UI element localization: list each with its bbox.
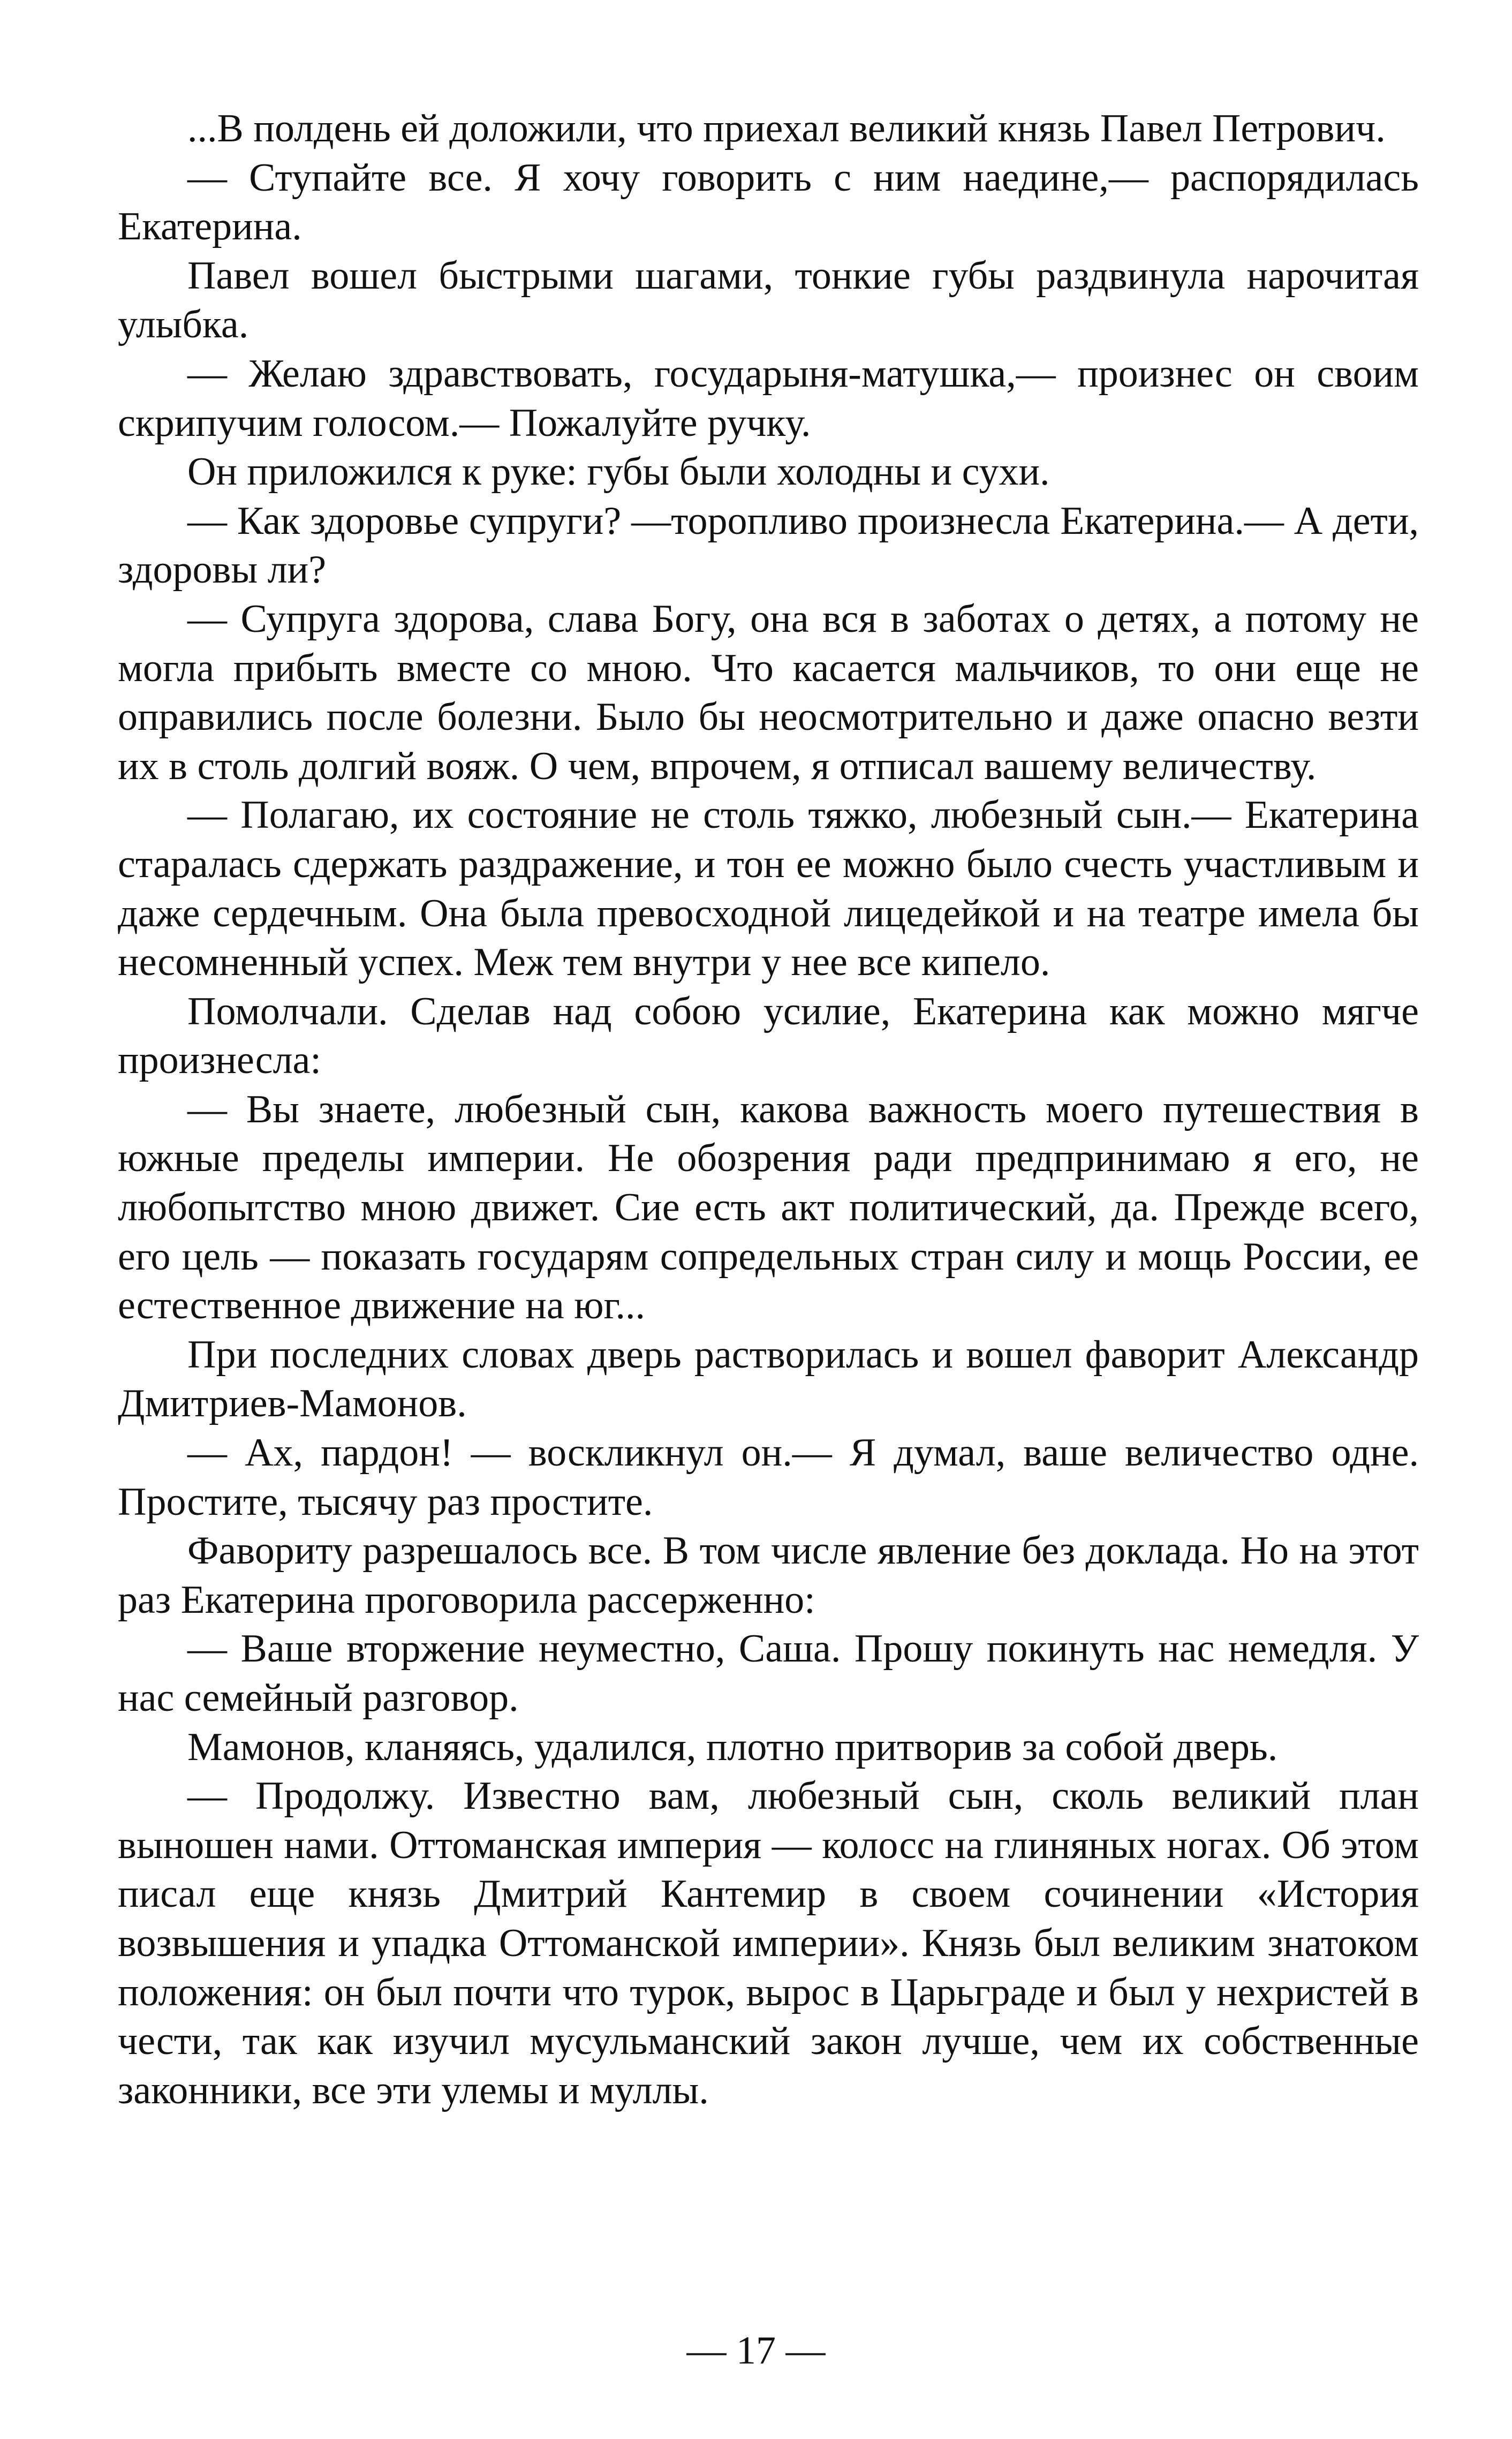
paragraph: — Ах, пардон! — воскликнул он.— Я думал, ваше величество одне. Простите, тысячу раз простите. [118,1431,1419,1524]
paragraph: — Желаю здравствовать, государыня-матушка,— произнес он своим скрипучим голосом.— Пожалуйте ручку. [118,351,1419,445]
page-text [118,104,1419,2115]
paragraph: ...В полдень ей доложили, что приехал великий князь Павел Петрович. [187,107,1386,150]
paragraph: При последних словах дверь растворилась и вошел фаворит Александр Дмитриев-Мамонов. [118,1332,1419,1426]
paragraph: — Продолжу. Известно вам, любезный сын, сколь великий план выношен нами. Оттоманская империя — колосс на глиняных ногах. Об этом писал еще князь Дмитрий Кантемир в своем сочинении «История возвышения и упадка Оттоманской империи». Князь был великим знатоком положения: он был почти что турок, вырос в Царьграде и был у нехристей в чести, так как изучил мусульманский закон лучше, чем их собственные законники, все эти улемы и муллы. [118,1774,1419,2112]
paragraph: — Полагаю, их состояние не столь тяжко, любезный сын.— Екатерина старалась сдержать раздражение, и тон ее можно было счесть участливым и даже сердечным. Она была превосходной лицедейкой и на театре имела бы несомненный успех. Меж тем внутри у нее все кипело. [118,793,1419,985]
paragraph: — Как здоровье супруги? —торопливо произнесла Екатерина.— А дети, здоровы ли? [118,499,1419,592]
page-number: — 17 — [686,2329,826,2373]
paragraph: Он приложился к руке: губы были холодны и сухи. [187,450,1050,494]
paragraph: Помолчали. Сделав над собою усилие, Екатерина как можно мягче произнесла: [118,989,1419,1083]
paragraph: — Ступайте все. Я хочу говорить с ним наедине,— распорядилась Екатерина. [118,155,1419,249]
paragraph: — Вы знаете, любезный сын, какова важность моего путешествия в южные пределы империи. Не обозрения ради предпринимаю я его, не любопытство мною движет. Сие есть акт политический, да. Прежде всего, его цель — показать государям сопредельных стран силу и мощь России, ее естественное движение на юг... [118,1087,1419,1328]
paragraph: Мамонов, кланяясь, удалился, плотно притворив за собой дверь. [187,1725,1278,1769]
paragraph: Павел вошел быстрыми шагами, тонкие губы раздвинула нарочитая улыбка. [118,253,1419,347]
paragraph: — Ваше вторжение неуместно, Саша. Прошу покинуть нас немедля. У нас семейный разговор. [118,1627,1419,1720]
paragraph: Фавориту разрешалось все. В том числе явление без доклада. Но на этот раз Екатерина проговорила рассерженно: [118,1529,1419,1622]
paragraph: — Супруга здорова, слава Богу, она вся в заботах о детях, а потому не могла прибыть вместе со мною. Что касается мальчиков, то они еще не оправились после болезни. Было бы неосмотрительно и даже опасно везти их в столь долгий вояж. О чем, впрочем, я отписал вашему величеству. [118,596,1419,788]
